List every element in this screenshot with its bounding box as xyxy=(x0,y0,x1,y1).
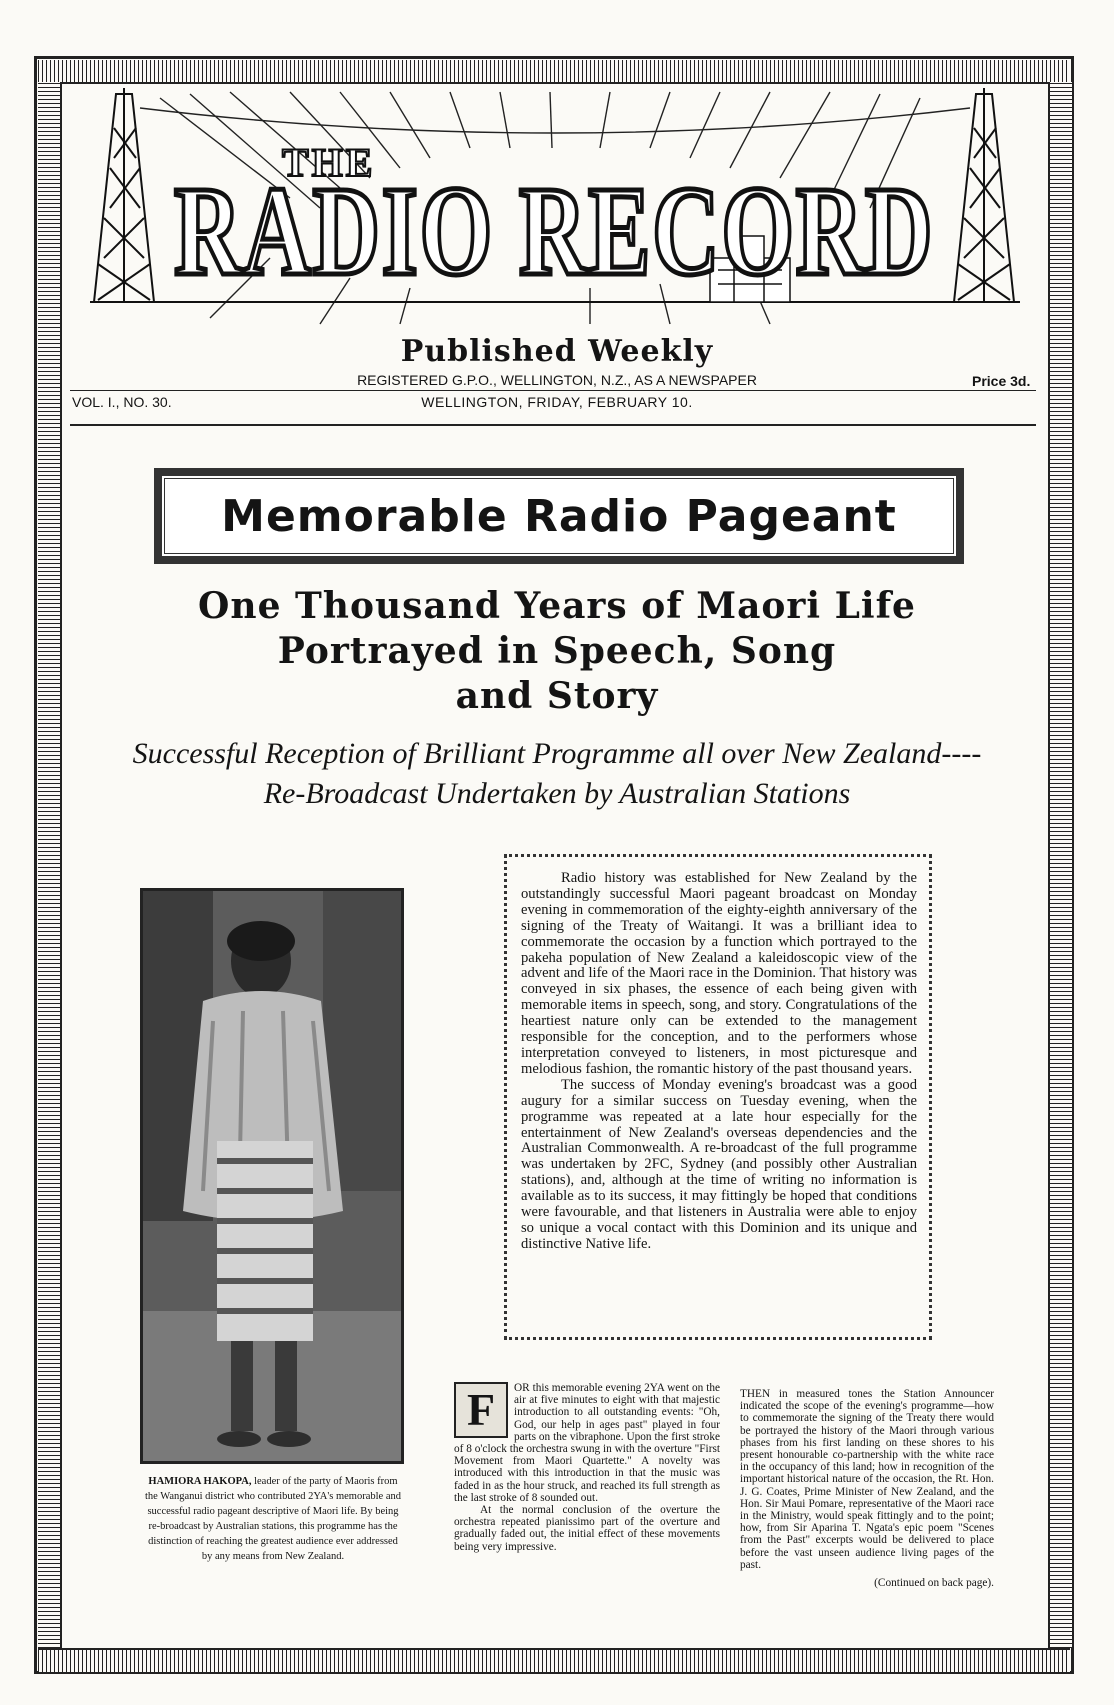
article-paragraph: OR this memorable evening 2YA went on the air at five minutes to eight with that majestic introduction to all outstanding events: "Oh, God, our help in ages past" played in four parts on the vibraphone. Upon the first stroke of 8 o'clock the orchestra swung in with the overture "First Movement from Maori Quartette." A novelty was introduced with this introduction in that the music was faded in as the hour struck, and reached its full strength as the last stroke of 8 sounded out. xyxy=(454,1382,720,1504)
portrait-figure xyxy=(143,891,401,1461)
subheadline-line: One Thousand Years of Maori Life xyxy=(198,585,916,627)
dateline: WELLINGTON, FRIDAY, FEBRUARY 10. xyxy=(421,394,693,410)
header-rule xyxy=(70,390,1036,391)
continued-note: (Continued on back page). xyxy=(874,1577,994,1590)
article-paragraph: At the normal conclusion of the overture the orchestra repeated pianissimo part of the overture and gradually faded out, the initial effect of these movements being very impressive. xyxy=(454,1504,720,1553)
volume-number: VOL. I., NO. 30. xyxy=(72,394,172,410)
drop-cap: F xyxy=(454,1382,508,1438)
registration-line: REGISTERED G.P.O., WELLINGTON, N.Z., AS A NEWSPAPER xyxy=(357,372,757,388)
ornamental-border-left xyxy=(38,82,62,1648)
caption-text: leader of the party of Maoris from the Wanganui district who contributed 2YA's memorable and successful radio pageant descriptive of Maori life. By being re-broadcast by Australian stations, this programme has the distinction of reaching the greatest audience ever addressed by any means from New Zealand. xyxy=(144,1476,401,1562)
article-paragraph: THEN in measured tones the Station Announcer indicated the scope of the evening's programme—how to commemorate the signing of the Treaty there would be portrayed the history of the Maori through various phases from his first landing on these shores to his present honourable co-partnership with the white race in the occupancy of this land; how in recognition of the important historical nature of the occasion, the Rt. Hon. J. G. Coates, Prime Minister of New Zealand, and the Hon. Sir Maui Pomare, representative of the Maori race in the Ministry, would speak fittingly and to the point; how, from Sir Aparina T. Ngata's epic poem "Scenes from the Past" excerpts would be delivered to place before the vast unseen audience living pages of the past. xyxy=(740,1388,994,1571)
deck-line: Successful Reception of Brilliant Programme all over New Zealand---- xyxy=(132,737,982,770)
masthead xyxy=(70,88,1038,328)
intro-paragraph: Radio history was established for New Zealand by the outstandingly successful Maori pageant broadcast on Monday evening in commemoration of the eighty-eighth anniversary of the signing of the Treaty of Waitangi. It was a brilliant idea to commemorate the occasion by a function which portrayed to the pakeha population of New Zealand a kaleidoscopic view of the advent and life of the Maori race in the Dominion. That history was conveyed in six phases, the essence of each being given with memorable items in speech, song, and story. Congratulations of the heartiest nature only can be extended to the management responsible for the conception, and to the performers whose interpretation conveyed to listeners, in most picturesque and melodious fashion, the romantic history of the past thousand years. xyxy=(521,870,917,1077)
article-column-3 xyxy=(740,1388,994,1589)
ornamental-border-right xyxy=(1048,82,1072,1648)
subheadline-line: Portrayed in Speech, Song xyxy=(277,630,837,672)
ornamental-border-bottom xyxy=(38,1648,1070,1672)
italic-deck xyxy=(90,734,1024,814)
subheadline xyxy=(0,584,1114,719)
price: Price 3d. xyxy=(972,373,1031,389)
article-column-2 xyxy=(454,1382,720,1553)
caption-name: HAMIORA HAKOPA, xyxy=(148,1476,252,1487)
published-weekly: Published Weekly xyxy=(400,334,714,369)
masthead-the: THE xyxy=(282,140,376,185)
subheadline-line: and Story xyxy=(455,675,659,717)
photo-caption xyxy=(142,1474,404,1564)
masthead-illustration xyxy=(70,88,1038,328)
headline-box xyxy=(154,468,964,564)
masthead-title: RADIO RECORD xyxy=(174,160,934,302)
intro-box xyxy=(504,854,932,1340)
portrait-photo xyxy=(140,888,404,1464)
header-rule-bottom xyxy=(70,424,1036,426)
headline: Memorable Radio Pageant xyxy=(221,490,897,542)
ornamental-border-top xyxy=(38,60,1070,84)
deck-line: Re-Broadcast Undertaken by Australian Stations xyxy=(263,777,851,810)
intro-paragraph: The success of Monday evening's broadcast was a good augury for a similar success on Tuesday evening, when the programme was repeated at a late hour especially for the entertainment of New Zealand's overseas dependencies and the Australian Commonwealth. A re-broadcast of the full programme was undertaken by 2FC, Sydney (and possibly other Australian stations), and, although at the time of writing no information is available as to its success, it may fittingly be hoped that conditions were favourable, and that listeners in Australia were able to enjoy so unique a vocal contact with this Dominion and its unique and distinctive Native life. xyxy=(521,1076,917,1252)
